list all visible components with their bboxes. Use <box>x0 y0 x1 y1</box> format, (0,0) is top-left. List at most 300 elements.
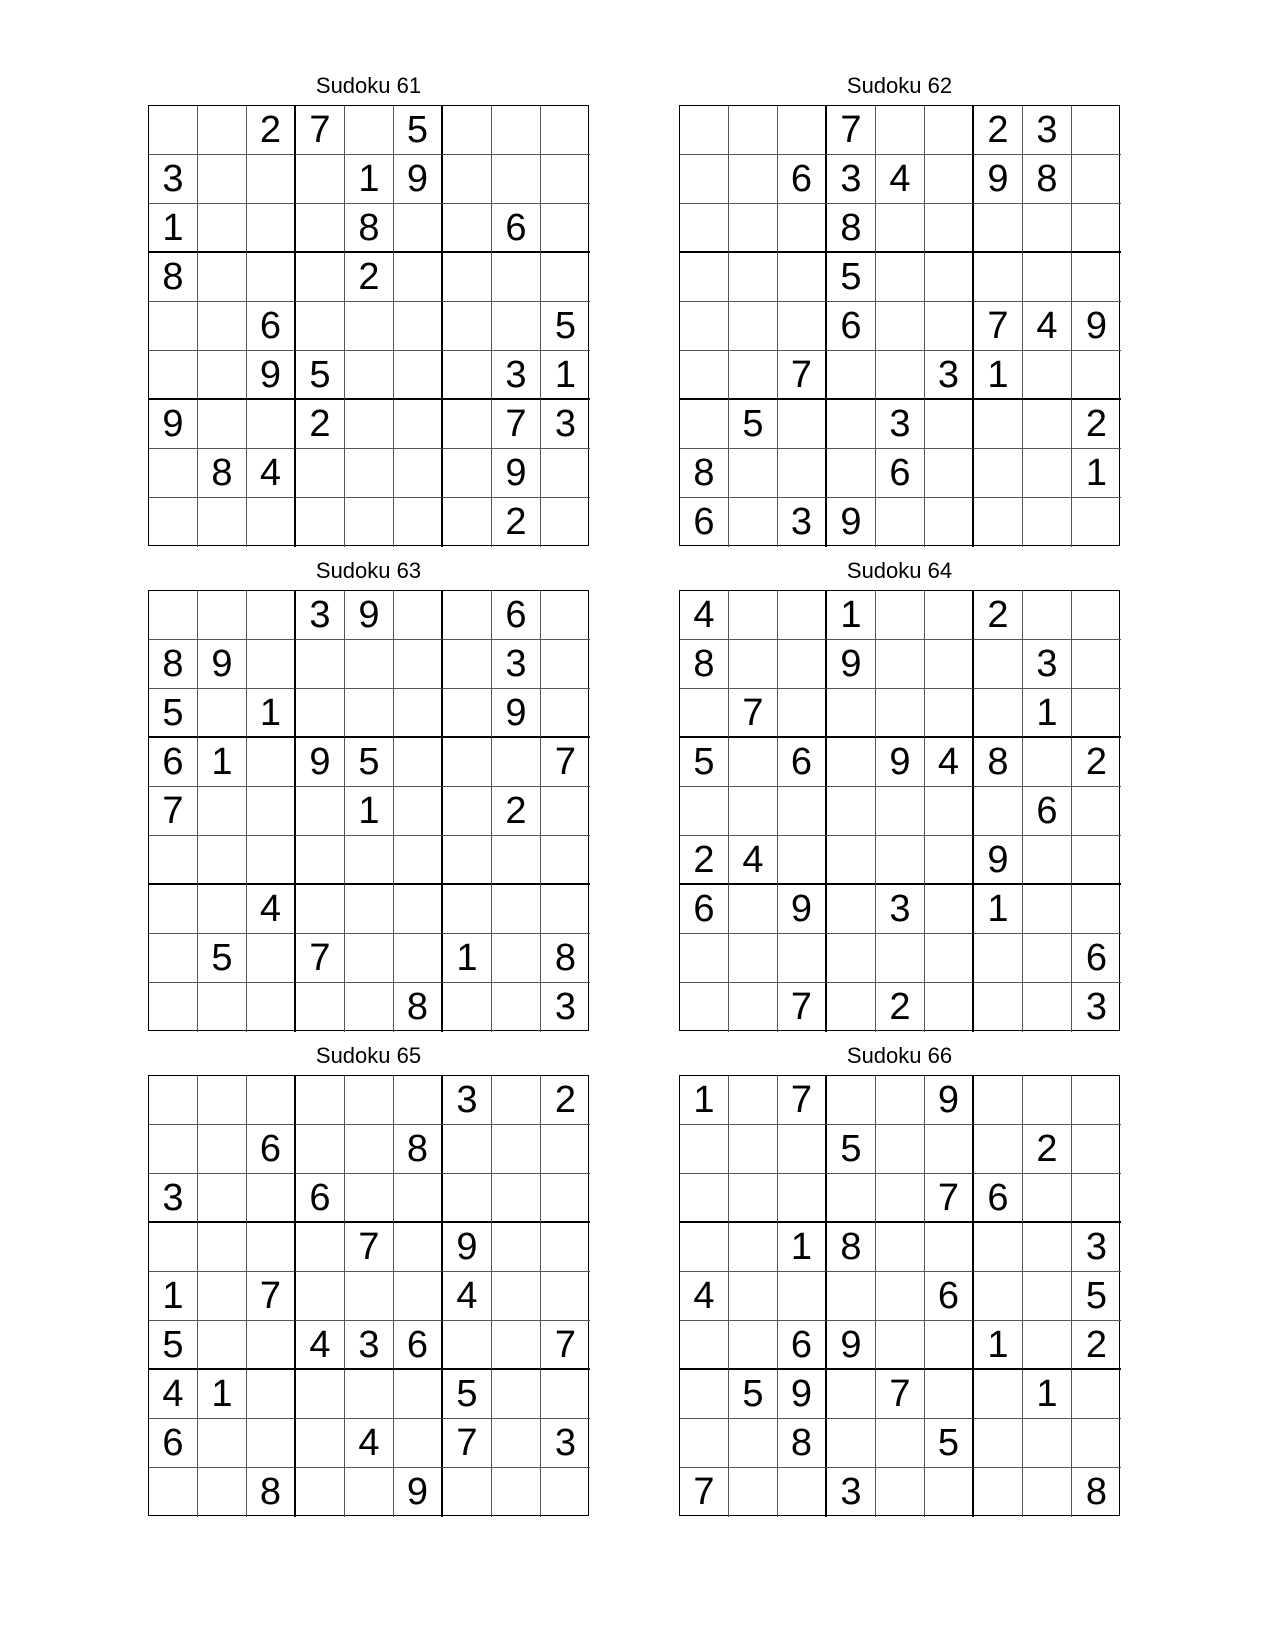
sudoku-cell[interactable] <box>443 591 492 640</box>
sudoku-cell[interactable]: 3 <box>1023 106 1072 155</box>
sudoku-cell[interactable] <box>729 1125 778 1174</box>
sudoku-cell[interactable]: 9 <box>247 351 296 400</box>
sudoku-cell[interactable] <box>925 498 974 547</box>
sudoku-cell[interactable]: 1 <box>198 1370 247 1419</box>
sudoku-cell[interactable] <box>492 1076 541 1125</box>
sudoku-cell[interactable] <box>492 155 541 204</box>
sudoku-cell[interactable]: 2 <box>1072 1321 1121 1370</box>
sudoku-cell[interactable]: 3 <box>149 155 198 204</box>
sudoku-cell[interactable]: 6 <box>680 498 729 547</box>
sudoku-cell[interactable] <box>680 204 729 253</box>
sudoku-cell[interactable] <box>876 1076 925 1125</box>
sudoku-cell[interactable]: 7 <box>149 787 198 836</box>
sudoku-cell[interactable]: 7 <box>443 1419 492 1468</box>
sudoku-cell[interactable] <box>1072 1370 1121 1419</box>
sudoku-cell[interactable] <box>492 1174 541 1223</box>
sudoku-cell[interactable] <box>394 640 443 689</box>
sudoku-cell[interactable]: 9 <box>394 155 443 204</box>
sudoku-cell[interactable]: 3 <box>541 1419 590 1468</box>
sudoku-cell[interactable] <box>443 204 492 253</box>
sudoku-cell[interactable] <box>198 498 247 547</box>
sudoku-cell[interactable]: 8 <box>394 983 443 1032</box>
sudoku-cell[interactable] <box>345 1370 394 1419</box>
sudoku-cell[interactable] <box>729 885 778 934</box>
sudoku-cell[interactable] <box>492 1370 541 1419</box>
sudoku-cell[interactable] <box>149 591 198 640</box>
sudoku-cell[interactable] <box>345 1272 394 1321</box>
sudoku-cell[interactable] <box>729 591 778 640</box>
sudoku-cell[interactable] <box>925 1321 974 1370</box>
sudoku-cell[interactable] <box>541 155 590 204</box>
sudoku-cell[interactable] <box>296 885 345 934</box>
sudoku-cell[interactable] <box>296 155 345 204</box>
sudoku-cell[interactable] <box>394 1223 443 1272</box>
sudoku-cell[interactable] <box>827 1272 876 1321</box>
sudoku-cell[interactable] <box>925 787 974 836</box>
sudoku-cell[interactable] <box>541 885 590 934</box>
sudoku-cell[interactable] <box>925 934 974 983</box>
sudoku-cell[interactable]: 3 <box>443 1076 492 1125</box>
sudoku-cell[interactable]: 1 <box>1023 689 1072 738</box>
sudoku-cell[interactable] <box>778 253 827 302</box>
sudoku-cell[interactable] <box>345 400 394 449</box>
sudoku-cell[interactable] <box>492 1468 541 1517</box>
sudoku-cell[interactable] <box>149 498 198 547</box>
sudoku-cell[interactable]: 8 <box>827 204 876 253</box>
sudoku-cell[interactable] <box>541 787 590 836</box>
sudoku-cell[interactable] <box>198 1468 247 1517</box>
sudoku-cell[interactable]: 9 <box>345 591 394 640</box>
sudoku-cell[interactable] <box>394 836 443 885</box>
sudoku-cell[interactable] <box>729 1272 778 1321</box>
sudoku-cell[interactable]: 5 <box>827 253 876 302</box>
sudoku-cell[interactable] <box>541 591 590 640</box>
sudoku-cell[interactable] <box>1072 640 1121 689</box>
sudoku-cell[interactable]: 7 <box>680 1468 729 1517</box>
sudoku-cell[interactable]: 1 <box>974 351 1023 400</box>
sudoku-cell[interactable] <box>394 738 443 787</box>
sudoku-cell[interactable]: 7 <box>827 106 876 155</box>
sudoku-cell[interactable] <box>1072 155 1121 204</box>
sudoku-cell[interactable] <box>925 155 974 204</box>
sudoku-cell[interactable] <box>680 787 729 836</box>
sudoku-cell[interactable] <box>1072 106 1121 155</box>
sudoku-cell[interactable]: 3 <box>492 351 541 400</box>
sudoku-cell[interactable] <box>729 106 778 155</box>
sudoku-cell[interactable] <box>394 1272 443 1321</box>
sudoku-cell[interactable]: 1 <box>974 1321 1023 1370</box>
sudoku-cell[interactable] <box>729 1223 778 1272</box>
sudoku-cell[interactable]: 9 <box>443 1223 492 1272</box>
sudoku-cell[interactable] <box>778 1174 827 1223</box>
sudoku-cell[interactable] <box>492 836 541 885</box>
sudoku-cell[interactable]: 8 <box>247 1468 296 1517</box>
sudoku-cell[interactable] <box>541 106 590 155</box>
sudoku-cell[interactable] <box>827 885 876 934</box>
sudoku-cell[interactable] <box>296 302 345 351</box>
sudoku-cell[interactable] <box>778 400 827 449</box>
sudoku-cell[interactable]: 6 <box>394 1321 443 1370</box>
sudoku-cell[interactable] <box>492 1321 541 1370</box>
sudoku-cell[interactable] <box>443 400 492 449</box>
sudoku-cell[interactable] <box>443 640 492 689</box>
sudoku-cell[interactable]: 7 <box>296 106 345 155</box>
sudoku-cell[interactable] <box>443 498 492 547</box>
sudoku-cell[interactable]: 9 <box>492 449 541 498</box>
sudoku-cell[interactable] <box>680 106 729 155</box>
sudoku-cell[interactable]: 1 <box>827 591 876 640</box>
sudoku-cell[interactable]: 4 <box>876 155 925 204</box>
sudoku-cell[interactable] <box>778 1468 827 1517</box>
sudoku-cell[interactable] <box>925 591 974 640</box>
sudoku-cell[interactable] <box>443 253 492 302</box>
sudoku-cell[interactable]: 3 <box>345 1321 394 1370</box>
sudoku-cell[interactable] <box>443 155 492 204</box>
sudoku-cell[interactable] <box>394 449 443 498</box>
sudoku-cell[interactable] <box>198 885 247 934</box>
sudoku-cell[interactable]: 7 <box>541 1321 590 1370</box>
sudoku-cell[interactable]: 3 <box>876 400 925 449</box>
sudoku-cell[interactable]: 5 <box>394 106 443 155</box>
sudoku-cell[interactable]: 4 <box>680 591 729 640</box>
sudoku-cell[interactable] <box>345 1174 394 1223</box>
sudoku-cell[interactable] <box>680 155 729 204</box>
sudoku-cell[interactable] <box>729 738 778 787</box>
sudoku-cell[interactable]: 8 <box>827 1223 876 1272</box>
sudoku-cell[interactable]: 7 <box>247 1272 296 1321</box>
sudoku-cell[interactable]: 9 <box>394 1468 443 1517</box>
sudoku-cell[interactable] <box>345 302 394 351</box>
sudoku-cell[interactable] <box>492 983 541 1032</box>
sudoku-cell[interactable]: 6 <box>1023 787 1072 836</box>
sudoku-cell[interactable] <box>925 106 974 155</box>
sudoku-cell[interactable] <box>247 738 296 787</box>
sudoku-cell[interactable] <box>925 1223 974 1272</box>
sudoku-cell[interactable]: 8 <box>974 738 1023 787</box>
sudoku-cell[interactable]: 6 <box>778 155 827 204</box>
sudoku-cell[interactable] <box>729 155 778 204</box>
sudoku-cell[interactable] <box>729 1076 778 1125</box>
sudoku-cell[interactable]: 4 <box>296 1321 345 1370</box>
sudoku-cell[interactable]: 7 <box>778 983 827 1032</box>
sudoku-cell[interactable] <box>198 106 247 155</box>
sudoku-cell[interactable]: 4 <box>247 449 296 498</box>
sudoku-cell[interactable] <box>541 836 590 885</box>
sudoku-cell[interactable]: 5 <box>443 1370 492 1419</box>
sudoku-cell[interactable]: 5 <box>296 351 345 400</box>
sudoku-cell[interactable] <box>296 1076 345 1125</box>
sudoku-cell[interactable] <box>541 1370 590 1419</box>
sudoku-cell[interactable] <box>729 640 778 689</box>
sudoku-cell[interactable] <box>680 934 729 983</box>
sudoku-cell[interactable] <box>394 689 443 738</box>
sudoku-cell[interactable] <box>394 400 443 449</box>
sudoku-cell[interactable] <box>247 1321 296 1370</box>
sudoku-cell[interactable] <box>541 253 590 302</box>
sudoku-cell[interactable] <box>827 836 876 885</box>
sudoku-cell[interactable] <box>247 1174 296 1223</box>
sudoku-cell[interactable] <box>778 302 827 351</box>
sudoku-cell[interactable] <box>876 836 925 885</box>
sudoku-cell[interactable] <box>394 787 443 836</box>
sudoku-cell[interactable] <box>492 1272 541 1321</box>
sudoku-cell[interactable]: 8 <box>541 934 590 983</box>
sudoku-cell[interactable] <box>247 498 296 547</box>
sudoku-cell[interactable]: 6 <box>1072 934 1121 983</box>
sudoku-cell[interactable] <box>296 1125 345 1174</box>
sudoku-cell[interactable]: 3 <box>492 640 541 689</box>
sudoku-cell[interactable] <box>827 689 876 738</box>
sudoku-cell[interactable] <box>1023 983 1072 1032</box>
sudoku-cell[interactable] <box>198 591 247 640</box>
sudoku-cell[interactable] <box>974 983 1023 1032</box>
sudoku-cell[interactable] <box>198 253 247 302</box>
sudoku-cell[interactable]: 8 <box>1085 1471 1108 1513</box>
sudoku-cell[interactable] <box>1072 787 1121 836</box>
sudoku-cell[interactable] <box>1023 449 1072 498</box>
sudoku-cell[interactable] <box>1023 836 1072 885</box>
sudoku-cell[interactable] <box>149 1076 198 1125</box>
sudoku-cell[interactable] <box>729 302 778 351</box>
sudoku-cell[interactable]: 2 <box>492 498 541 547</box>
sudoku-cell[interactable]: 2 <box>541 1076 590 1125</box>
sudoku-cell[interactable] <box>541 689 590 738</box>
sudoku-cell[interactable]: 4 <box>1023 302 1072 351</box>
sudoku-cell[interactable]: 8 <box>149 253 198 302</box>
sudoku-cell[interactable] <box>974 1125 1023 1174</box>
sudoku-cell[interactable] <box>443 1125 492 1174</box>
sudoku-cell[interactable] <box>149 302 198 351</box>
sudoku-cell[interactable] <box>296 204 345 253</box>
sudoku-cell[interactable] <box>925 253 974 302</box>
sudoku-cell[interactable] <box>247 836 296 885</box>
sudoku-cell[interactable] <box>729 787 778 836</box>
sudoku-cell[interactable]: 9 <box>198 640 247 689</box>
sudoku-cell[interactable] <box>296 689 345 738</box>
sudoku-cell[interactable] <box>925 885 974 934</box>
sudoku-cell[interactable]: 2 <box>1072 400 1121 449</box>
sudoku-cell[interactable] <box>149 1223 198 1272</box>
sudoku-cell[interactable]: 4 <box>149 1370 198 1419</box>
sudoku-cell[interactable] <box>778 689 827 738</box>
sudoku-cell[interactable] <box>198 1223 247 1272</box>
sudoku-cell[interactable] <box>345 498 394 547</box>
sudoku-cell[interactable]: 9 <box>778 885 827 934</box>
sudoku-cell[interactable] <box>345 1468 394 1517</box>
sudoku-cell[interactable]: 1 <box>345 155 394 204</box>
sudoku-cell[interactable] <box>541 1468 590 1517</box>
sudoku-cell[interactable] <box>492 738 541 787</box>
sudoku-cell[interactable] <box>296 1419 345 1468</box>
sudoku-cell[interactable] <box>827 934 876 983</box>
sudoku-cell[interactable] <box>443 302 492 351</box>
sudoku-cell[interactable]: 5 <box>149 689 198 738</box>
sudoku-cell[interactable] <box>876 106 925 155</box>
sudoku-cell[interactable] <box>443 689 492 738</box>
sudoku-cell[interactable] <box>925 1468 974 1517</box>
sudoku-cell[interactable]: 7 <box>974 302 1023 351</box>
sudoku-cell[interactable]: 8 <box>394 1125 443 1174</box>
sudoku-cell[interactable] <box>680 351 729 400</box>
sudoku-cell[interactable]: 2 <box>876 983 925 1032</box>
sudoku-cell[interactable] <box>680 689 729 738</box>
sudoku-cell[interactable]: 1 <box>541 351 590 400</box>
sudoku-cell[interactable] <box>778 1125 827 1174</box>
sudoku-cell[interactable] <box>198 302 247 351</box>
sudoku-cell[interactable] <box>345 836 394 885</box>
sudoku-cell[interactable] <box>1023 400 1072 449</box>
sudoku-cell[interactable]: 4 <box>729 836 778 885</box>
sudoku-cell[interactable] <box>778 836 827 885</box>
sudoku-cell[interactable]: 5 <box>729 1370 778 1419</box>
sudoku-cell[interactable]: 7 <box>296 934 345 983</box>
sudoku-cell[interactable] <box>778 449 827 498</box>
sudoku-cell[interactable]: 1 <box>974 885 1023 934</box>
sudoku-cell[interactable] <box>394 253 443 302</box>
sudoku-cell[interactable] <box>394 1076 443 1125</box>
sudoku-cell[interactable] <box>198 351 247 400</box>
sudoku-cell[interactable] <box>345 449 394 498</box>
sudoku-cell[interactable] <box>296 1370 345 1419</box>
sudoku-cell[interactable] <box>925 640 974 689</box>
sudoku-cell[interactable] <box>729 983 778 1032</box>
sudoku-cell[interactable] <box>247 1419 296 1468</box>
sudoku-cell[interactable] <box>827 983 876 1032</box>
sudoku-cell[interactable] <box>925 1125 974 1174</box>
sudoku-cell[interactable] <box>827 400 876 449</box>
sudoku-cell[interactable] <box>541 1272 590 1321</box>
sudoku-cell[interactable] <box>680 1174 729 1223</box>
sudoku-cell[interactable] <box>778 204 827 253</box>
sudoku-cell[interactable] <box>876 1468 925 1517</box>
sudoku-cell[interactable] <box>876 1125 925 1174</box>
sudoku-cell[interactable]: 1 <box>778 1223 827 1272</box>
sudoku-cell[interactable]: 6 <box>492 591 541 640</box>
sudoku-cell[interactable]: 6 <box>149 738 198 787</box>
sudoku-cell[interactable] <box>827 351 876 400</box>
sudoku-cell[interactable] <box>149 1468 198 1517</box>
sudoku-cell[interactable] <box>149 934 198 983</box>
sudoku-cell[interactable]: 5 <box>680 738 729 787</box>
sudoku-cell[interactable] <box>925 689 974 738</box>
sudoku-cell[interactable]: 6 <box>778 1321 827 1370</box>
sudoku-cell[interactable] <box>876 1272 925 1321</box>
sudoku-cell[interactable] <box>443 1174 492 1223</box>
sudoku-cell[interactable]: 9 <box>827 640 876 689</box>
sudoku-cell[interactable]: 3 <box>1085 986 1108 1028</box>
sudoku-cell[interactable] <box>925 449 974 498</box>
sudoku-cell[interactable] <box>149 449 198 498</box>
sudoku-cell[interactable] <box>876 351 925 400</box>
sudoku-cell[interactable] <box>247 253 296 302</box>
sudoku-cell[interactable]: 8 <box>1023 155 1072 204</box>
sudoku-cell[interactable]: 2 <box>974 591 1023 640</box>
sudoku-cell[interactable] <box>1023 1419 1072 1468</box>
sudoku-cell[interactable] <box>492 106 541 155</box>
sudoku-cell[interactable] <box>394 934 443 983</box>
sudoku-cell[interactable] <box>1072 1419 1121 1468</box>
sudoku-cell[interactable] <box>345 689 394 738</box>
sudoku-cell[interactable] <box>149 836 198 885</box>
sudoku-cell[interactable] <box>247 934 296 983</box>
sudoku-cell[interactable] <box>778 591 827 640</box>
sudoku-cell[interactable] <box>974 1468 1023 1517</box>
sudoku-cell[interactable]: 3 <box>554 986 577 1028</box>
sudoku-cell[interactable] <box>247 1223 296 1272</box>
sudoku-cell[interactable] <box>492 885 541 934</box>
sudoku-cell[interactable] <box>974 1419 1023 1468</box>
sudoku-cell[interactable] <box>729 498 778 547</box>
sudoku-cell[interactable] <box>680 1419 729 1468</box>
sudoku-cell[interactable]: 9 <box>778 1370 827 1419</box>
sudoku-cell[interactable] <box>1023 1174 1072 1223</box>
sudoku-cell[interactable] <box>296 449 345 498</box>
sudoku-cell[interactable] <box>876 204 925 253</box>
sudoku-cell[interactable]: 2 <box>345 253 394 302</box>
sudoku-cell[interactable]: 2 <box>974 106 1023 155</box>
sudoku-cell[interactable] <box>345 106 394 155</box>
sudoku-cell[interactable]: 4 <box>247 885 296 934</box>
sudoku-cell[interactable]: 6 <box>876 449 925 498</box>
sudoku-cell[interactable] <box>925 836 974 885</box>
sudoku-cell[interactable] <box>680 302 729 351</box>
sudoku-cell[interactable] <box>198 689 247 738</box>
sudoku-cell[interactable] <box>443 1468 492 1517</box>
sudoku-cell[interactable] <box>198 1076 247 1125</box>
sudoku-cell[interactable] <box>492 1125 541 1174</box>
sudoku-cell[interactable] <box>974 1370 1023 1419</box>
sudoku-cell[interactable] <box>876 1321 925 1370</box>
sudoku-cell[interactable] <box>345 885 394 934</box>
sudoku-cell[interactable] <box>492 253 541 302</box>
sudoku-cell[interactable]: 5 <box>729 400 778 449</box>
sudoku-cell[interactable] <box>1023 253 1072 302</box>
sudoku-cell[interactable] <box>198 204 247 253</box>
sudoku-cell[interactable] <box>296 836 345 885</box>
sudoku-cell[interactable]: 1 <box>1023 1370 1072 1419</box>
sudoku-cell[interactable] <box>680 1223 729 1272</box>
sudoku-cell[interactable] <box>443 836 492 885</box>
sudoku-cell[interactable] <box>394 885 443 934</box>
sudoku-cell[interactable] <box>198 155 247 204</box>
sudoku-cell[interactable] <box>827 1174 876 1223</box>
sudoku-cell[interactable]: 3 <box>149 1174 198 1223</box>
sudoku-cell[interactable]: 3 <box>925 351 974 400</box>
sudoku-cell[interactable] <box>680 983 729 1032</box>
sudoku-cell[interactable] <box>247 1076 296 1125</box>
sudoku-cell[interactable] <box>345 351 394 400</box>
sudoku-cell[interactable] <box>974 253 1023 302</box>
sudoku-cell[interactable] <box>974 498 1023 547</box>
sudoku-cell[interactable] <box>198 1321 247 1370</box>
sudoku-cell[interactable] <box>1072 1174 1121 1223</box>
sudoku-cell[interactable] <box>1072 204 1121 253</box>
sudoku-cell[interactable] <box>925 400 974 449</box>
sudoku-cell[interactable] <box>729 449 778 498</box>
sudoku-cell[interactable] <box>247 204 296 253</box>
sudoku-cell[interactable] <box>876 1223 925 1272</box>
sudoku-cell[interactable] <box>149 1125 198 1174</box>
sudoku-cell[interactable] <box>729 1174 778 1223</box>
sudoku-cell[interactable] <box>296 1223 345 1272</box>
sudoku-cell[interactable] <box>1072 351 1121 400</box>
sudoku-cell[interactable] <box>247 591 296 640</box>
sudoku-cell[interactable] <box>247 155 296 204</box>
sudoku-cell[interactable] <box>974 400 1023 449</box>
sudoku-cell[interactable]: 6 <box>149 1419 198 1468</box>
sudoku-cell[interactable] <box>729 351 778 400</box>
sudoku-cell[interactable]: 1 <box>247 689 296 738</box>
